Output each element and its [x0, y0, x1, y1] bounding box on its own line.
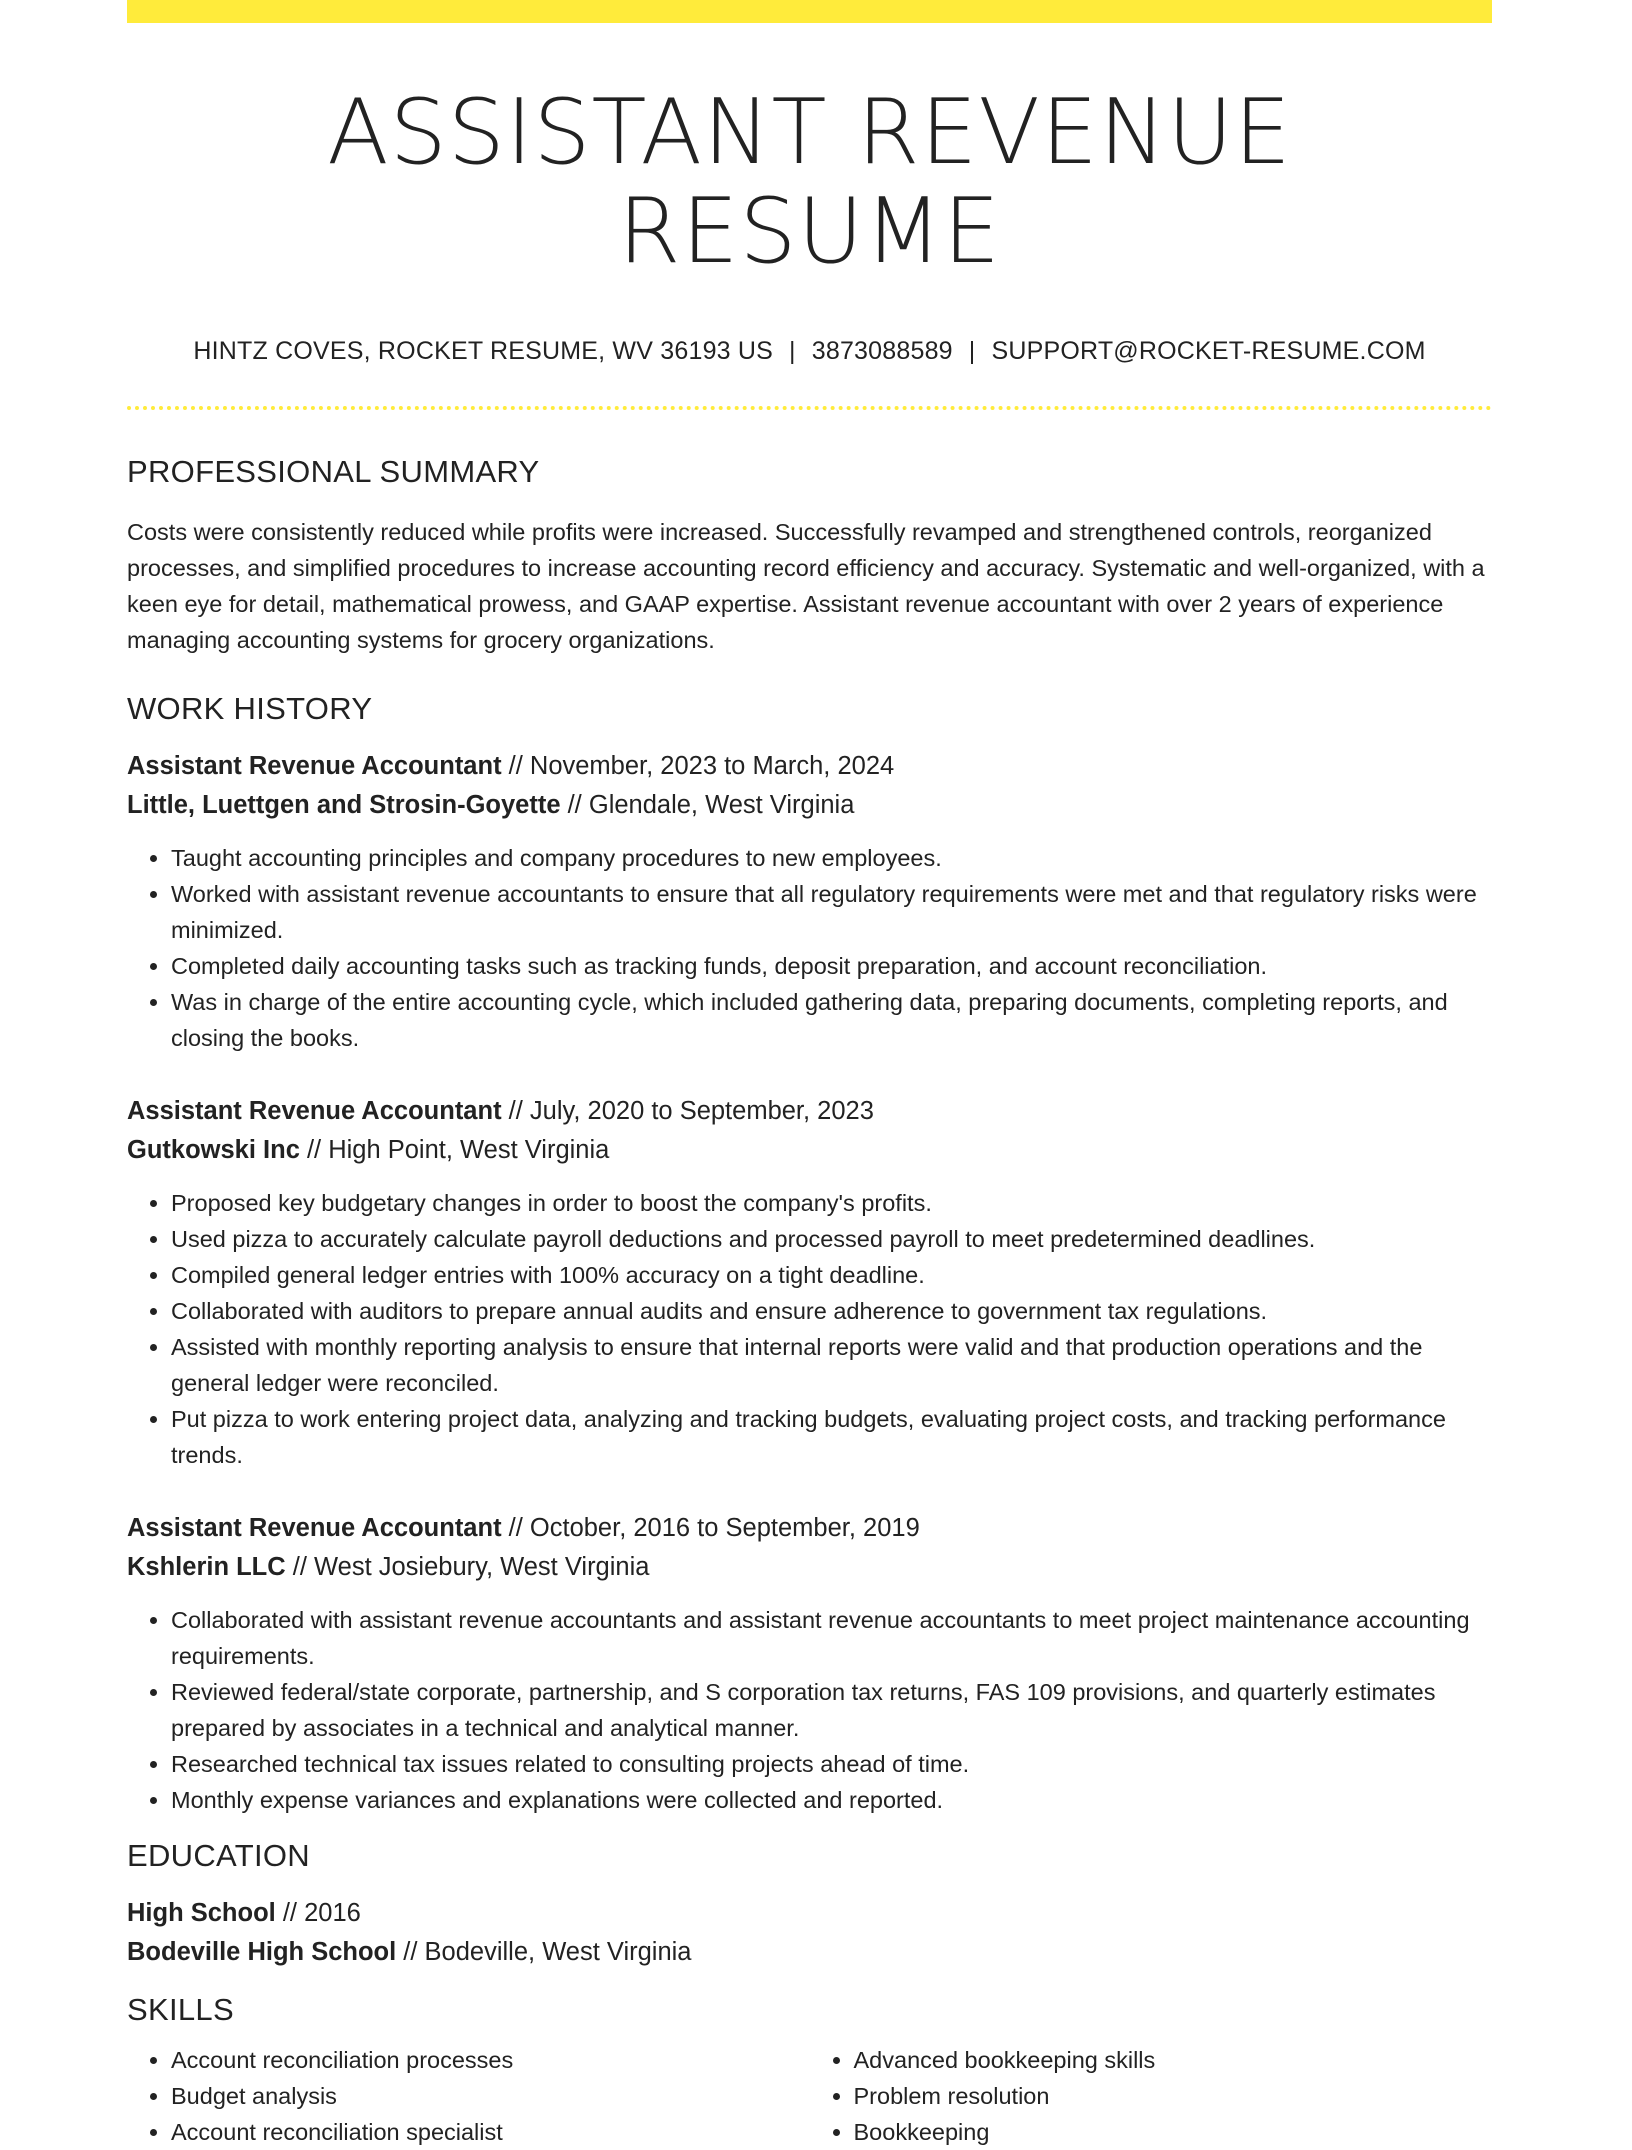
- job-bullet: • Completed daily accounting tasks such as tracking funds, deposit preparation, and account reconciliation.: [171, 948, 1492, 984]
- job-role-line: [127, 747, 1492, 786]
- job-company-line: [127, 786, 1492, 825]
- work-history-heading: WORK HISTORY: [127, 691, 373, 726]
- skill-item: • Budget analysis: [171, 2078, 810, 2114]
- education-year: // 2016: [275, 1899, 361, 1927]
- skills-left-column: [127, 2042, 810, 2150]
- job-location: // High Point, West Virginia: [299, 1136, 610, 1164]
- job-bullet: • Assisted with monthly reporting analysis to ensure that internal reports were valid and that production operations and the general ledger were reconciled.: [171, 1329, 1492, 1401]
- top-accent-bar: [127, 0, 1492, 23]
- skills-columns: [127, 2042, 1492, 2150]
- resume-page: [127, 0, 1492, 2150]
- education-school-line: [127, 1933, 1492, 1972]
- job-company: Little, Luettgen and Strosin-Goyette: [127, 791, 561, 819]
- work-history-section: [127, 691, 1492, 1818]
- job-bullet: • Compiled general ledger entries with 100% accuracy on a tight deadline.: [171, 1257, 1492, 1293]
- job-bullet: • Was in charge of the entire accounting cycle, which included gathering data, preparing documents, completing reports, and closing the books.: [171, 984, 1492, 1056]
- job-bullets: [127, 1185, 1492, 1473]
- job-bullet: • Taught accounting principles and company procedures to new employees.: [171, 840, 1492, 876]
- job-bullet: • Proposed key budgetary changes in order to boost the company's profits.: [171, 1185, 1492, 1221]
- job-company: Kshlerin LLC: [127, 1553, 286, 1581]
- skill-item: • Bookkeeping: [854, 2114, 1493, 2150]
- job-entry: [127, 747, 1492, 1056]
- job-company: Gutkowski Inc: [127, 1136, 300, 1164]
- education-entry: [127, 1894, 1492, 1972]
- job-bullet: • Collaborated with assistant revenue accountants and assistant revenue accountants to meet project maintenance accounting requirements.: [171, 1602, 1492, 1674]
- job-bullet: • Reviewed federal/state corporate, partnership, and S corporation tax returns, FAS 109 provisions, and quarterly estimates prepared by associates in a technical and analytical manner.: [171, 1674, 1492, 1746]
- job-location: // Glendale, West Virginia: [560, 791, 855, 819]
- summary-section: [127, 454, 1492, 658]
- education-section: [127, 1838, 1492, 1972]
- education-degree: High School: [127, 1899, 276, 1927]
- contact-separator: |: [968, 337, 976, 365]
- skill-item: • Advanced bookkeeping skills: [854, 2042, 1493, 2078]
- contact-line: [127, 337, 1492, 366]
- header-divider: [127, 406, 1492, 410]
- job-bullets: [127, 1602, 1492, 1818]
- skill-item: • Account reconciliation processes: [171, 2042, 810, 2078]
- job-entry: [127, 1092, 1492, 1473]
- summary-heading: PROFESSIONAL SUMMARY: [127, 454, 540, 489]
- job-bullet: • Researched technical tax issues related to consulting projects ahead of time.: [171, 1746, 1492, 1782]
- job-company-line: [127, 1548, 1492, 1587]
- job-location: // West Josiebury, West Virginia: [285, 1553, 650, 1581]
- job-bullets: [127, 840, 1492, 1056]
- education-school: Bodeville High School: [127, 1938, 397, 1966]
- job-bullet: • Worked with assistant revenue accountants to ensure that all regulatory requirements were met and that regulatory risks were minimized.: [171, 876, 1492, 948]
- skills-section: [127, 1992, 1492, 2150]
- skills-right-column: [810, 2042, 1493, 2150]
- job-role: Assistant Revenue Accountant: [127, 1514, 502, 1542]
- job-role-line: [127, 1509, 1492, 1548]
- job-dates: // July, 2020 to September, 2023: [501, 1097, 874, 1125]
- job-role: Assistant Revenue Accountant: [127, 752, 502, 780]
- education-location: // Bodeville, West Virginia: [396, 1938, 692, 1966]
- contact-email: SUPPORT@ROCKET-RESUME.COM: [991, 337, 1426, 365]
- job-entry: [127, 1509, 1492, 1818]
- skills-heading: SKILLS: [127, 1992, 234, 2027]
- contact-address: HINTZ COVES, ROCKET RESUME, WV 36193 US: [193, 337, 774, 365]
- job-bullet: • Monthly expense variances and explanations were collected and reported.: [171, 1782, 1492, 1818]
- job-bullet: • Collaborated with auditors to prepare annual audits and ensure adherence to government tax regulations.: [171, 1293, 1492, 1329]
- skill-item: • Account reconciliation specialist: [171, 2114, 810, 2150]
- summary-text: Costs were consistently reduced while profits were increased. Successfully revamped and strengthened controls, reorganized processes, and simplified procedures to increase accounting record efficiency and accuracy. Systematic and well-organized, with a keen eye for detail, mathematical prowess, and GAAP expertise. Assistant revenue accountant with over 2 years of experience managing accounting systems for grocery organizations.: [127, 519, 1485, 653]
- resume-title: ASSISTANT REVENUE RESUME: [327, 80, 1292, 284]
- job-bullet: • Put pizza to work entering project data, analyzing and tracking budgets, evaluating project costs, and tracking performance trends.: [171, 1401, 1492, 1473]
- job-bullet: • Used pizza to accurately calculate payroll deductions and processed payroll to meet predetermined deadlines.: [171, 1221, 1492, 1257]
- job-role-line: [127, 1092, 1492, 1131]
- education-degree-line: [127, 1894, 1492, 1933]
- contact-separator: |: [789, 337, 796, 365]
- skill-item: • Problem resolution: [854, 2078, 1493, 2114]
- contact-phone: 3873088589: [811, 337, 953, 365]
- job-role: Assistant Revenue Accountant: [127, 1097, 502, 1125]
- job-dates: // October, 2016 to September, 2019: [501, 1514, 920, 1542]
- job-dates: // November, 2023 to March, 2024: [501, 752, 895, 780]
- education-heading: EDUCATION: [127, 1838, 310, 1873]
- job-company-line: [127, 1131, 1492, 1170]
